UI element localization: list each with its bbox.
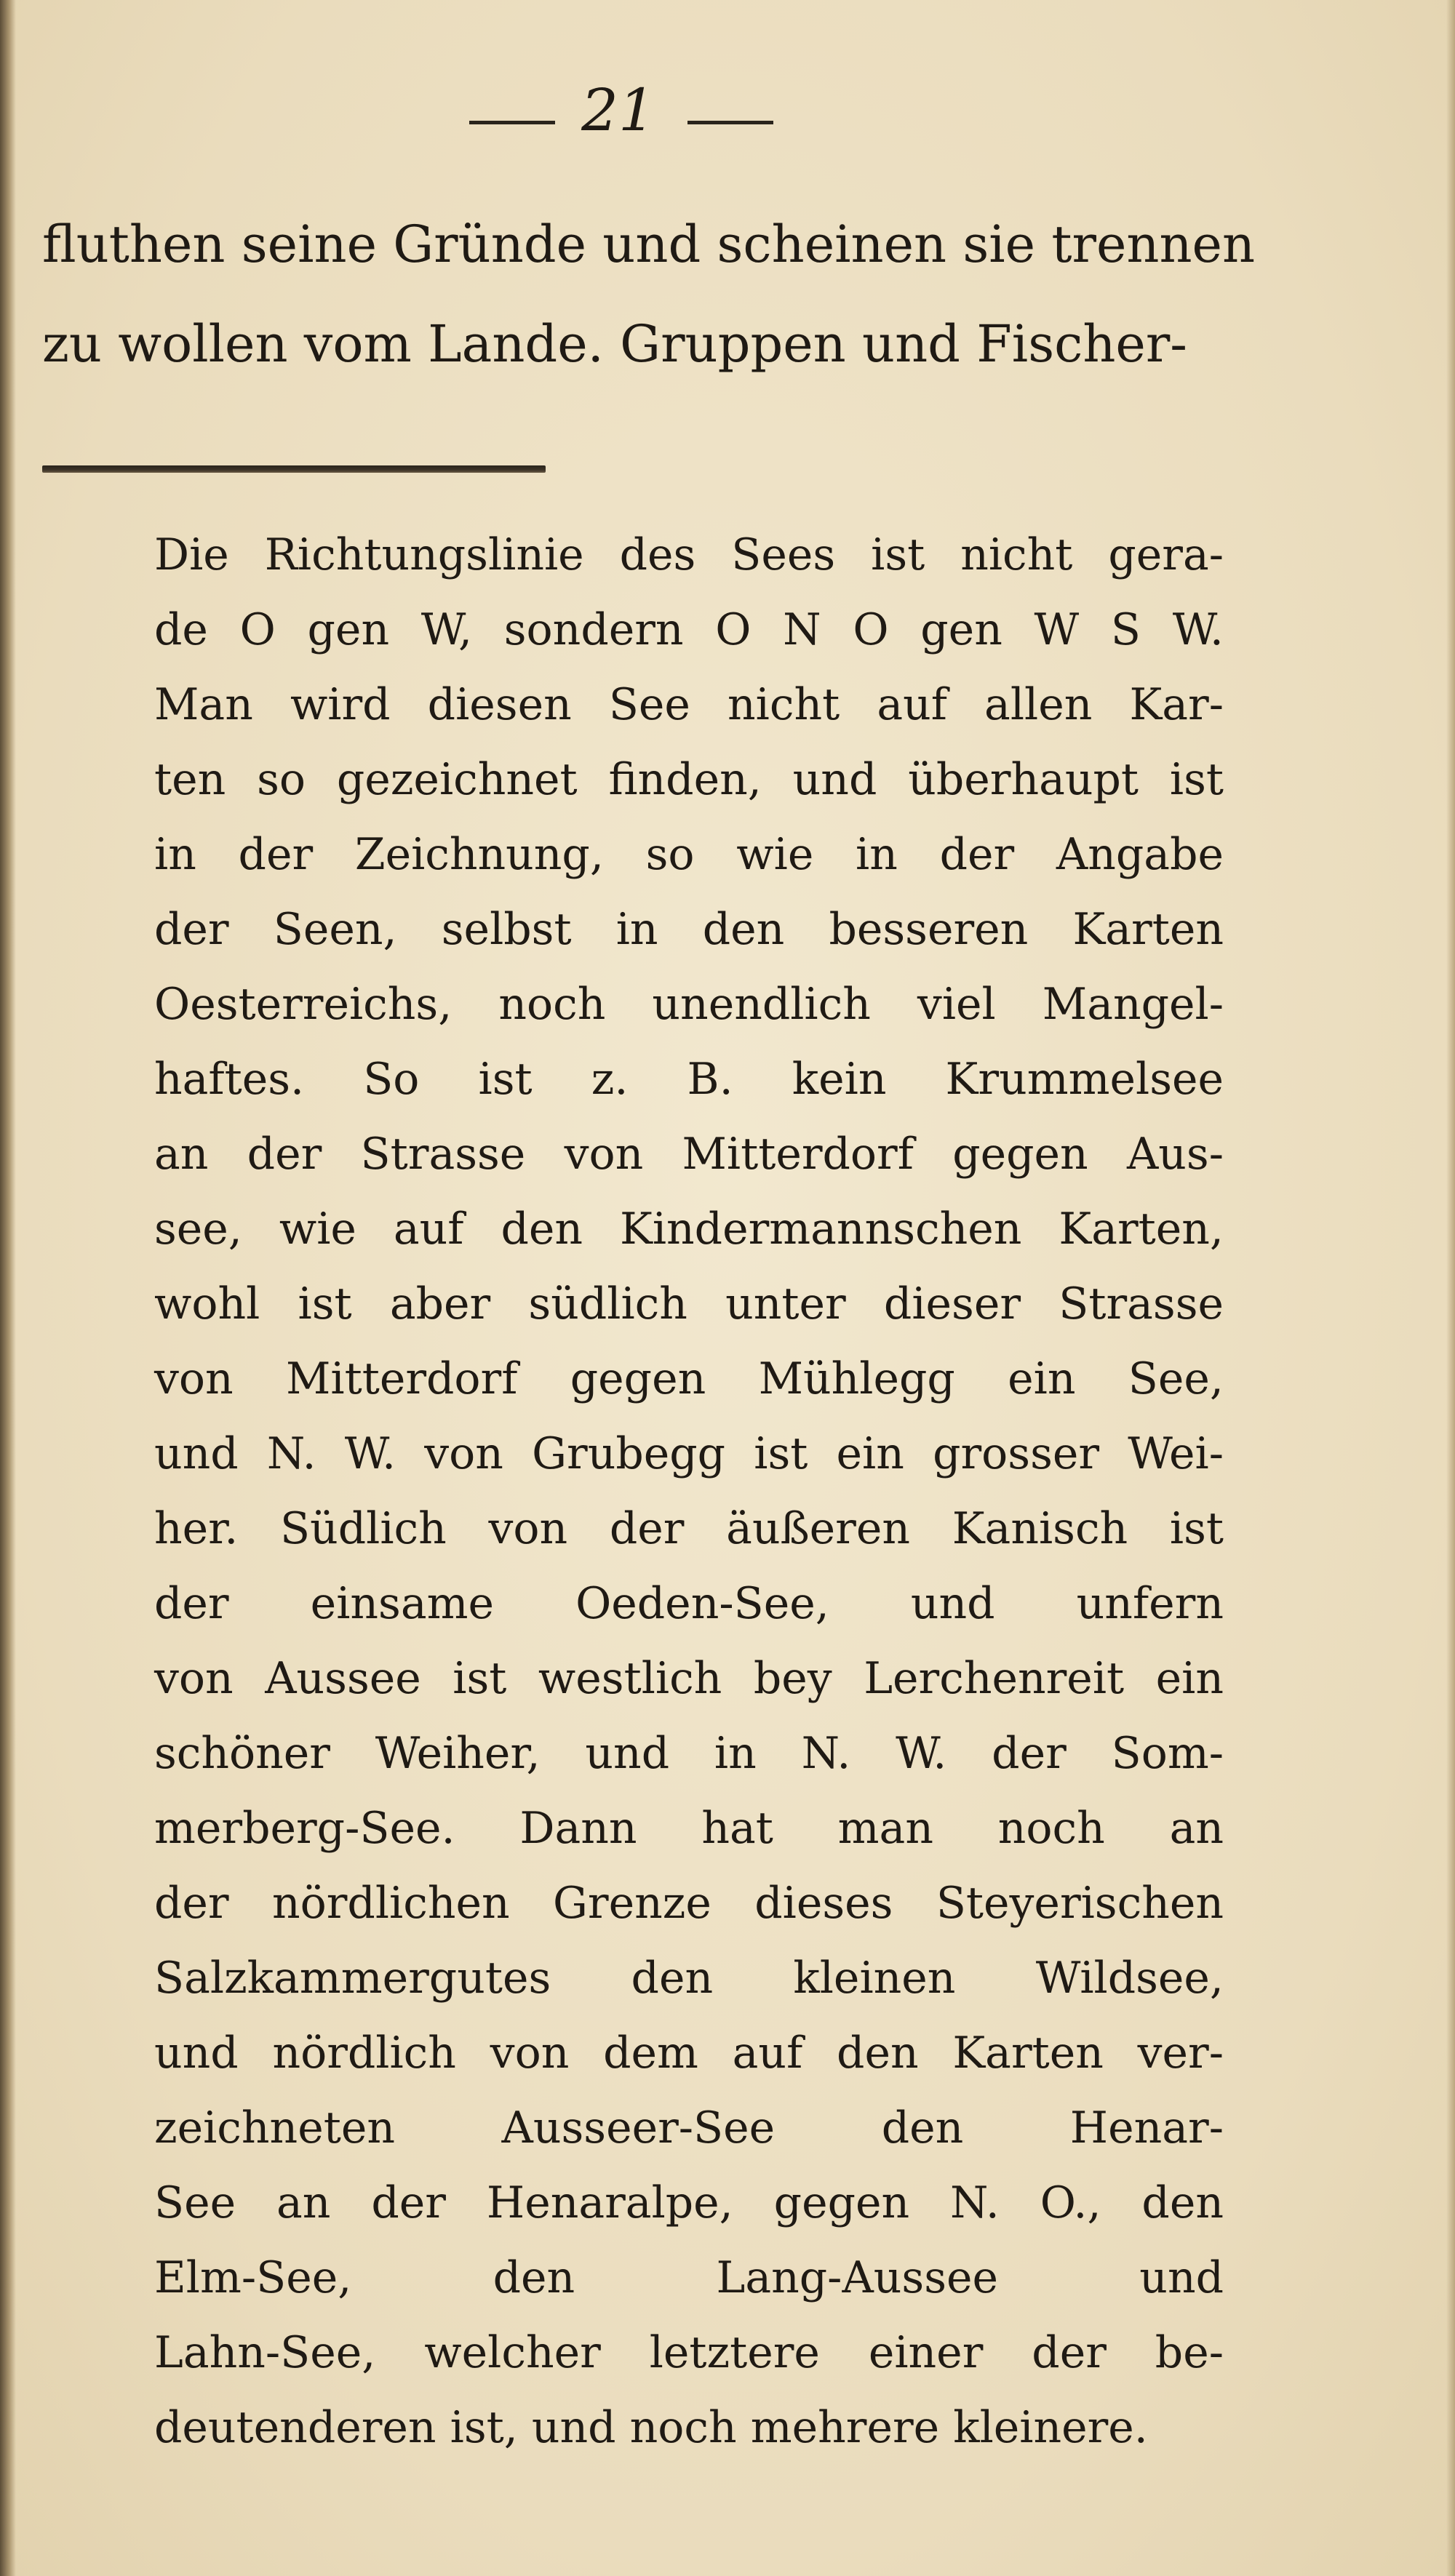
footnote-line: de O gen W, sondern O N O gen W S W. bbox=[154, 604, 1224, 655]
footnote-rule bbox=[42, 465, 546, 473]
footnote-line: Die Richtungslinie des Sees ist nicht gera- bbox=[154, 529, 1224, 580]
page-header bbox=[0, 67, 1455, 144]
footnote-line: von Mitterdorf gegen Mühlegg ein See, bbox=[154, 1353, 1224, 1404]
footnote-line: zeichneten Ausseer-See den Henar- bbox=[154, 2103, 1224, 2153]
footnote-line: haftes. So ist z. B. kein Krummelsee bbox=[154, 1054, 1224, 1105]
footnote-line: Oesterreichs, noch unendlich viel Mangel- bbox=[154, 979, 1224, 1030]
footnote-line: deutenderen ist, und noch mehrere kleinere. bbox=[154, 2402, 1148, 2453]
footnote-line: her. Südlich von der äußeren Kanisch ist bbox=[154, 1503, 1224, 1554]
footnote-line: ten so gezeichnet finden, und überhaupt ist bbox=[154, 754, 1224, 805]
footnote-line: der einsame Oeden-See, und unfern bbox=[154, 1578, 1224, 1629]
header-dash-right bbox=[687, 121, 773, 124]
footnote-line: Elm-See, den Lang-Aussee und bbox=[154, 2252, 1224, 2303]
footnote-line: wohl ist aber südlich unter dieser Strasse bbox=[154, 1279, 1224, 1329]
page-edge bbox=[1446, 0, 1455, 2576]
main-text-line: fluthen seine Gründe und scheinen sie trennen bbox=[42, 215, 1256, 274]
footnote bbox=[154, 518, 1224, 2465]
footnote-line: an der Strasse von Mitterdorf gegen Aus- bbox=[154, 1129, 1224, 1180]
footnote-line: und nördlich von dem auf den Karten ver- bbox=[154, 2028, 1224, 2079]
footnote-line: merberg-See. Dann hat man noch an bbox=[154, 1803, 1224, 1854]
footnote-line: der nördlichen Grenze dieses Steyerischen bbox=[154, 1878, 1224, 1929]
footnote-line: der Seen, selbst in den besseren Karten bbox=[154, 904, 1224, 955]
header-dash-left bbox=[469, 121, 555, 124]
footnote-line: See an der Henaralpe, gegen N. O., den bbox=[154, 2177, 1224, 2228]
footnote-line: Man wird diesen See nicht auf allen Kar- bbox=[154, 679, 1224, 730]
main-text-line: zu wollen vom Lande. Gruppen und Fischer- bbox=[42, 314, 1187, 374]
main-text bbox=[42, 195, 1256, 394]
footnote-line: Salzkammergutes den kleinen Wildsee, bbox=[154, 1953, 1224, 2004]
footnote-line: Lahn-See, welcher letztere einer der be- bbox=[154, 2327, 1224, 2378]
page-number: 21 bbox=[581, 76, 655, 144]
footnote-line: und N. W. von Grubegg ist ein grosser Wei- bbox=[154, 1428, 1224, 1479]
footnote-line: see, wie auf den Kindermannschen Karten, bbox=[154, 1204, 1224, 1255]
footnote-line: von Aussee ist westlich bey Lerchenreit ein bbox=[154, 1653, 1224, 1704]
footnote-line: in der Zeichnung, so wie in der Angabe bbox=[154, 829, 1224, 880]
footnote-line: schöner Weiher, und in N. W. der Som- bbox=[154, 1728, 1224, 1779]
page-binding-shadow bbox=[0, 0, 16, 2576]
